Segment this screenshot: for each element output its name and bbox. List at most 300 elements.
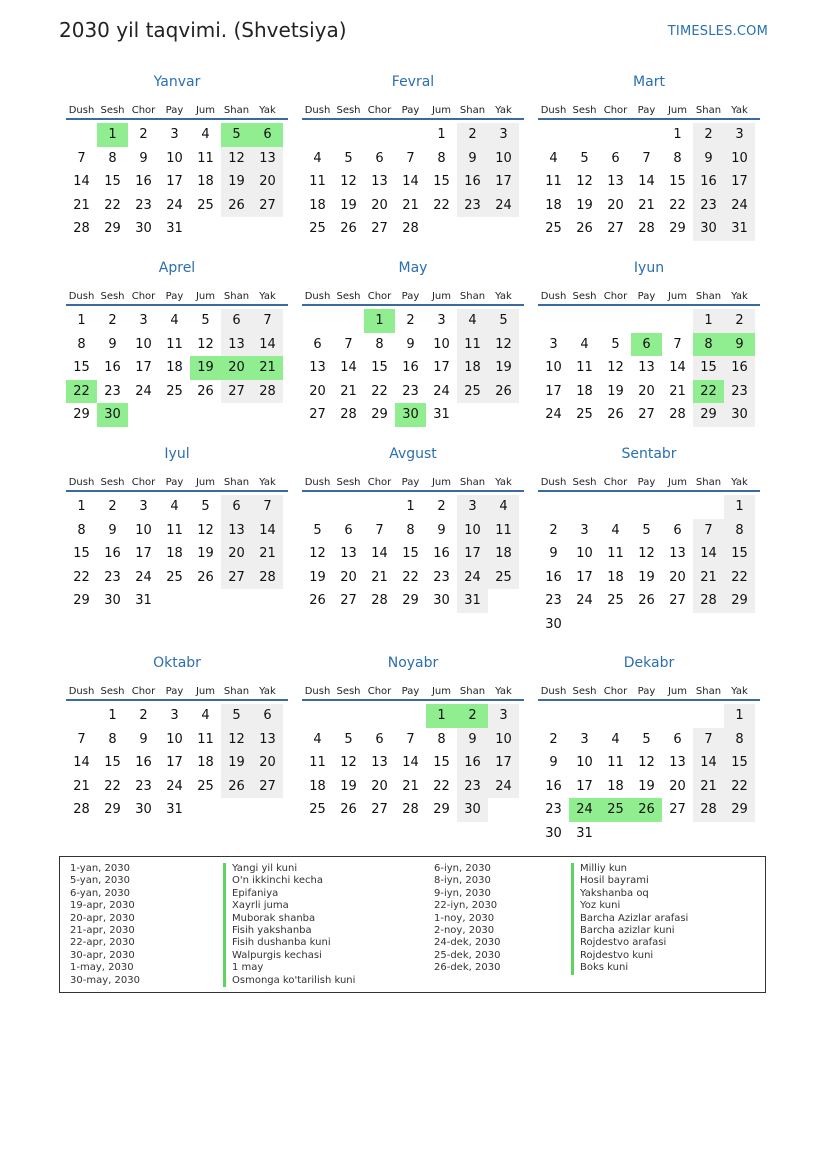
week-row: [538, 613, 760, 637]
week-row: [302, 728, 524, 752]
month-name: Fevral: [391, 74, 435, 90]
weekday-label: Pay: [165, 105, 184, 116]
day-cell: 31: [457, 589, 488, 613]
day-cell: 20: [221, 356, 252, 380]
day-cell: 22: [433, 197, 450, 213]
empty-cell: [600, 822, 631, 846]
empty-cell: [252, 589, 283, 613]
day-cell: 8: [693, 333, 724, 357]
day-cell: 4: [170, 313, 179, 328]
day-cell: 9: [693, 147, 724, 171]
day-cell: 6: [673, 522, 682, 538]
month-dekabr: [538, 653, 760, 845]
day-cell: 20: [340, 569, 357, 585]
weekday-label: Sesh: [100, 477, 125, 488]
day-cell: 15: [693, 356, 724, 380]
weekday-header: [538, 677, 760, 701]
day-cell: 1: [724, 704, 755, 728]
day-cell: 13: [252, 728, 283, 752]
day-cell: 28: [252, 380, 283, 404]
weekday-label: Jum: [431, 105, 452, 116]
weekday-label: Shan: [459, 105, 486, 116]
day-cell: 28: [669, 407, 686, 422]
day-cell: 2: [724, 309, 755, 333]
day-cell: 9: [549, 755, 558, 770]
day-cell: 15: [104, 174, 121, 189]
day-cell: 1: [724, 495, 755, 519]
day-cell: 23: [433, 569, 450, 585]
day-cell: 31: [166, 221, 183, 236]
holiday-entry: 5-yan, 2030: [70, 875, 130, 887]
day-cell: 4: [457, 309, 488, 333]
day-cell: 28: [73, 802, 90, 817]
weekday-label: Yak: [495, 105, 512, 116]
day-cell: 25: [166, 383, 183, 399]
site-link[interactable]: TIMESLES.COM: [667, 24, 768, 39]
day-cell: 21: [371, 569, 388, 585]
holiday-entry: Xayrli juma: [223, 900, 355, 912]
holiday-entry: Epifaniya: [223, 888, 355, 900]
day-cell: 8: [724, 728, 755, 752]
empty-cell: [600, 495, 631, 519]
day-cell: 30: [104, 593, 121, 608]
empty-cell: [488, 589, 519, 613]
day-cell: 13: [252, 147, 283, 171]
week-row: [302, 495, 524, 519]
weekday-label: Pay: [165, 477, 184, 488]
empty-cell: [693, 495, 724, 519]
day-cell: 26: [576, 221, 593, 236]
day-cell: 4: [201, 127, 210, 142]
day-cell: 28: [693, 589, 724, 613]
week-row: [66, 403, 288, 427]
weekday-label: Pay: [401, 686, 420, 697]
day-cell: 22: [433, 778, 450, 794]
weekday-label: Shan: [223, 105, 250, 116]
day-cell: 2: [406, 313, 415, 328]
day-cell: 26: [488, 380, 519, 404]
day-cell: 30: [135, 802, 152, 817]
month-name: May: [398, 260, 428, 276]
weekday-label: Dush: [540, 105, 567, 116]
day-cell: 18: [166, 546, 183, 561]
day-cell: 22: [402, 569, 419, 585]
day-cell: 23: [545, 802, 562, 817]
empty-cell: [333, 704, 364, 728]
holiday-entry: 30-may, 2030: [70, 974, 140, 986]
day-cell: 17: [545, 383, 562, 399]
day-cell: 16: [402, 360, 419, 375]
day-cell: 5: [201, 499, 210, 514]
day-cell: 20: [371, 778, 388, 794]
month-name: Iyul: [164, 446, 190, 462]
day-cell: 26: [221, 194, 252, 218]
day-cell: 20: [638, 383, 655, 399]
day-cell: 18: [607, 569, 624, 585]
day-cell: 14: [252, 519, 283, 543]
day-cell: 2: [108, 313, 117, 328]
day-cell: 18: [545, 197, 562, 213]
day-cell: 10: [135, 336, 152, 352]
empty-cell: [333, 495, 364, 519]
day-cell: 13: [340, 546, 357, 561]
day-cell: 11: [309, 755, 326, 770]
day-cell: 12: [309, 546, 326, 561]
weekday-label: Yak: [259, 105, 276, 116]
holiday-entry: Hosil bayrami: [571, 875, 688, 887]
day-cell: 31: [433, 407, 450, 422]
day-cell: 10: [166, 731, 183, 747]
empty-cell: [631, 704, 662, 728]
day-cell: 6: [221, 309, 252, 333]
weekday-label: Pay: [637, 477, 656, 488]
day-cell: 7: [406, 731, 415, 747]
day-cell: 27: [638, 407, 655, 422]
day-cell: 17: [166, 174, 183, 189]
day-cell: 21: [669, 383, 686, 399]
holiday-entry: 9-iyn, 2030: [434, 887, 491, 899]
day-cell: 12: [576, 174, 593, 189]
weekday-label: Pay: [401, 291, 420, 302]
holiday-entry: Rojdestvo arafasi: [571, 937, 688, 949]
day-cell: 6: [375, 150, 384, 166]
day-cell: 16: [693, 170, 724, 194]
weekday-label: Pay: [165, 291, 184, 302]
day-cell: 15: [371, 360, 388, 375]
day-cell: 6: [344, 522, 353, 538]
day-cell: 7: [344, 336, 353, 352]
week-row: [66, 728, 288, 752]
week-row: [302, 798, 524, 822]
day-cell: 5: [488, 309, 519, 333]
day-cell: 26: [638, 593, 655, 608]
day-cell: 1: [693, 309, 724, 333]
day-cell: 17: [724, 170, 755, 194]
day-cell: 16: [104, 546, 121, 561]
empty-cell: [333, 309, 364, 333]
day-cell: 3: [724, 123, 755, 147]
empty-cell: [569, 309, 600, 333]
day-cell: 6: [252, 123, 283, 147]
weekday-label: Sesh: [572, 105, 597, 116]
day-cell: 26: [607, 407, 624, 422]
week-row: [302, 194, 524, 218]
week-row: [538, 542, 760, 566]
empty-cell: [600, 704, 631, 728]
holiday-entry: 24-dek, 2030: [434, 937, 501, 949]
day-cell: 28: [693, 798, 724, 822]
day-cell: 29: [693, 403, 724, 427]
day-cell: 13: [638, 360, 655, 375]
week-row: [66, 798, 288, 822]
weekday-header: [66, 96, 288, 120]
weekday-header: [302, 677, 524, 701]
empty-cell: [488, 217, 519, 241]
day-cell: 9: [139, 731, 148, 747]
weekday-label: Pay: [401, 105, 420, 116]
week-row: [538, 194, 760, 218]
day-cell: 23: [135, 197, 152, 213]
weekday-label: Sesh: [100, 686, 125, 697]
weekday-label: Yak: [259, 686, 276, 697]
day-cell: 16: [545, 569, 562, 585]
week-row: [302, 751, 524, 775]
empty-cell: [631, 495, 662, 519]
weekday-label: Dush: [68, 477, 95, 488]
day-cell: 29: [73, 593, 90, 608]
holiday-entry: Milliy kun: [571, 863, 688, 875]
day-cell: 4: [313, 731, 322, 747]
week-row: [66, 170, 288, 194]
day-cell: 4: [201, 708, 210, 723]
empty-cell: [631, 123, 662, 147]
week-row: [66, 495, 288, 519]
day-cell: 1: [364, 309, 395, 333]
week-row: [66, 566, 288, 590]
holiday-entry: 30-apr, 2030: [70, 949, 135, 961]
week-row: [538, 728, 760, 752]
day-cell: 8: [406, 522, 415, 538]
weekday-label: Sesh: [336, 105, 361, 116]
day-cell: 28: [402, 802, 419, 817]
empty-cell: [426, 217, 457, 241]
day-cell: 25: [457, 380, 488, 404]
day-cell: 23: [104, 569, 121, 585]
weekday-header: [302, 282, 524, 306]
day-cell: 10: [545, 360, 562, 375]
weekday-label: Sesh: [100, 105, 125, 116]
weekday-header: [538, 96, 760, 120]
day-cell: 16: [135, 174, 152, 189]
day-cell: 30: [433, 593, 450, 608]
month-name: Avgust: [389, 446, 437, 462]
weekday-label: Jum: [195, 105, 216, 116]
day-cell: 5: [642, 522, 651, 538]
day-cell: 1: [673, 127, 682, 142]
month-may: [302, 258, 524, 427]
empty-cell: [221, 217, 252, 241]
day-cell: 26: [631, 798, 662, 822]
day-cell: 18: [488, 542, 519, 566]
day-cell: 19: [638, 569, 655, 585]
day-cell: 8: [77, 336, 86, 352]
holiday-entry: Yoz kuni: [571, 900, 688, 912]
holiday-entry: 1-noy, 2030: [434, 912, 495, 924]
holiday-names-right: [571, 863, 688, 975]
day-cell: 17: [166, 755, 183, 770]
day-cell: 16: [724, 356, 755, 380]
week-row: [66, 542, 288, 566]
empty-cell: [662, 822, 693, 846]
day-cell: 25: [197, 778, 214, 794]
month-name: Sentabr: [621, 446, 677, 462]
weekday-label: Dush: [304, 477, 331, 488]
week-row: [302, 356, 524, 380]
week-row: [302, 704, 524, 728]
day-cell: 13: [669, 755, 686, 770]
day-cell: 7: [77, 150, 86, 166]
day-cell: 23: [402, 383, 419, 399]
day-cell: 24: [457, 566, 488, 590]
empty-cell: [488, 798, 519, 822]
day-cell: 20: [252, 170, 283, 194]
empty-cell: [302, 704, 333, 728]
day-cell: 14: [693, 751, 724, 775]
weekday-label: Dush: [304, 291, 331, 302]
day-cell: 3: [170, 708, 179, 723]
day-cell: 18: [166, 360, 183, 375]
day-cell: 19: [576, 197, 593, 213]
day-cell: 25: [166, 569, 183, 585]
week-row: [66, 333, 288, 357]
week-row: [66, 147, 288, 171]
holiday-entry: Yangi yil kuni: [223, 863, 355, 875]
empty-cell: [252, 798, 283, 822]
day-cell: 24: [433, 383, 450, 399]
month-noyabr: [302, 653, 524, 822]
day-cell: 13: [371, 755, 388, 770]
day-cell: 5: [344, 731, 353, 747]
day-cell: 2: [139, 708, 148, 723]
empty-cell: [333, 123, 364, 147]
day-cell: 13: [669, 546, 686, 561]
week-row: [302, 519, 524, 543]
day-cell: 10: [724, 147, 755, 171]
empty-cell: [364, 495, 395, 519]
weekday-label: Shan: [223, 477, 250, 488]
weekday-label: Shan: [695, 477, 722, 488]
day-cell: 21: [252, 356, 283, 380]
weekday-label: Chor: [131, 291, 156, 302]
day-cell: 11: [309, 174, 326, 189]
week-row: [538, 589, 760, 613]
day-cell: 31: [135, 593, 152, 608]
month-aprel: [66, 258, 288, 427]
day-cell: 6: [611, 150, 620, 166]
day-cell: 30: [135, 221, 152, 236]
week-row: [538, 495, 760, 519]
holiday-entry: 22-iyn, 2030: [434, 900, 498, 912]
week-row: [66, 775, 288, 799]
holiday-entry: 1 may: [223, 962, 355, 974]
empty-cell: [662, 309, 693, 333]
empty-cell: [302, 309, 333, 333]
holiday-entry: 25-dek, 2030: [434, 949, 501, 961]
day-cell: 21: [693, 775, 724, 799]
week-row: [66, 123, 288, 147]
day-cell: 1: [406, 499, 415, 514]
empty-cell: [662, 704, 693, 728]
day-cell: 24: [135, 569, 152, 585]
week-row: [538, 751, 760, 775]
day-cell: 20: [221, 542, 252, 566]
day-cell: 24: [576, 593, 593, 608]
day-cell: 11: [576, 360, 593, 375]
day-cell: 1: [426, 704, 457, 728]
day-cell: 2: [108, 499, 117, 514]
day-cell: 15: [724, 751, 755, 775]
month-fevral: [302, 72, 524, 241]
month-name: Mart: [633, 74, 665, 90]
empty-cell: [569, 495, 600, 519]
day-cell: 21: [402, 778, 419, 794]
empty-cell: [364, 704, 395, 728]
weekday-label: Jum: [431, 686, 452, 697]
month-mart: [538, 72, 760, 241]
day-cell: 18: [607, 778, 624, 794]
day-cell: 13: [607, 174, 624, 189]
holiday-names-left: [223, 863, 355, 987]
weekday-label: Pay: [165, 686, 184, 697]
day-cell: 29: [402, 593, 419, 608]
day-cell: 23: [545, 593, 562, 608]
week-row: [538, 309, 760, 333]
week-row: [66, 217, 288, 241]
weekday-label: Sesh: [336, 686, 361, 697]
week-row: [538, 798, 760, 822]
day-cell: 28: [402, 221, 419, 236]
day-cell: 14: [73, 755, 90, 770]
day-cell: 7: [673, 336, 682, 352]
day-cell: 29: [669, 221, 686, 236]
day-cell: 22: [73, 569, 90, 585]
day-cell: 28: [252, 566, 283, 590]
day-cell: 11: [545, 174, 562, 189]
day-cell: 13: [309, 360, 326, 375]
day-cell: 10: [576, 546, 593, 561]
holiday-entry: 6-yan, 2030: [70, 887, 130, 899]
day-cell: 3: [139, 313, 148, 328]
day-cell: 27: [669, 593, 686, 608]
day-cell: 9: [108, 522, 117, 538]
empty-cell: [569, 123, 600, 147]
weekday-label: Jum: [667, 105, 688, 116]
day-cell: 23: [104, 383, 121, 399]
weekday-label: Jum: [667, 291, 688, 302]
weekday-label: Pay: [637, 291, 656, 302]
day-cell: 4: [580, 336, 589, 352]
day-cell: 29: [104, 802, 121, 817]
day-cell: 8: [724, 519, 755, 543]
day-cell: 5: [611, 336, 620, 352]
empty-cell: [724, 613, 755, 637]
day-cell: 19: [340, 197, 357, 213]
day-cell: 3: [488, 704, 519, 728]
day-cell: 4: [611, 522, 620, 538]
day-cell: 14: [693, 542, 724, 566]
day-cell: 8: [108, 731, 117, 747]
weekday-header: [538, 282, 760, 306]
day-cell: 22: [669, 197, 686, 213]
day-cell: 31: [576, 825, 593, 841]
month-name: Iyun: [633, 260, 665, 276]
weekday-label: Jum: [431, 291, 452, 302]
empty-cell: [190, 589, 221, 613]
day-cell: 15: [433, 174, 450, 189]
holiday-entry: 1-yan, 2030: [70, 863, 130, 874]
day-cell: 3: [580, 731, 589, 747]
week-row: [302, 309, 524, 333]
day-cell: 11: [197, 150, 214, 166]
day-cell: 15: [433, 755, 450, 770]
empty-cell: [221, 589, 252, 613]
day-cell: 12: [221, 728, 252, 752]
weekday-label: Pay: [637, 105, 656, 116]
day-cell: 24: [545, 407, 562, 422]
weekday-label: Chor: [603, 105, 628, 116]
weekday-label: Chor: [131, 686, 156, 697]
weekday-label: Jum: [195, 477, 216, 488]
